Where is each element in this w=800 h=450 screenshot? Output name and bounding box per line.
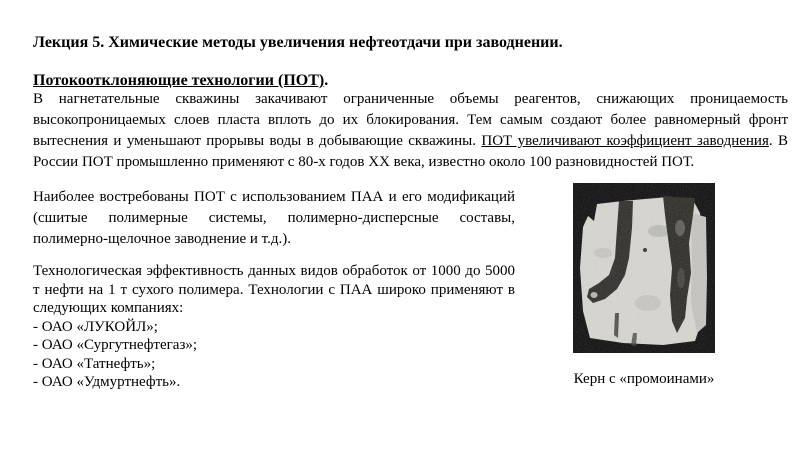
company-list-item: - ОАО «Татнефть»; bbox=[33, 355, 156, 372]
section-heading-period: . bbox=[324, 72, 329, 89]
intro-paragraph-text-1: В нагнетательные скважины закачивают ограниченные объемы реагентов, снижающих проницаемость высокопроницаемых слоев пласта вплоть до их блокирования. Тем самым создают более равномерный фронт вытеснения и уменьшают прорывы воды в добывающие скважины. bbox=[33, 91, 788, 149]
core-figure bbox=[573, 183, 715, 388]
left-column bbox=[33, 187, 515, 392]
figure-caption: Керн с «промоинами» bbox=[573, 371, 715, 387]
intro-paragraph-text-2: . В России ПОТ промышленно применяют с 80-х годов XX века, известно около 100 разновидностей ПОТ. bbox=[33, 133, 788, 170]
intro-paragraph bbox=[33, 89, 788, 173]
section-heading bbox=[33, 71, 328, 90]
company-list-item: - ОАО «ЛУКОЙЛ»; bbox=[33, 318, 158, 335]
efficiency-paragraph: Технологическая эффективность данных видов обработок от 1000 до 5000 т нефти на 1 т сухого полимера. Технологии с ПАА широко применяют в следующих компаниях: bbox=[33, 263, 515, 316]
company-list bbox=[33, 318, 515, 392]
company-list-item: - ОАО «Сургутнефтегаз»; bbox=[33, 337, 198, 353]
core-sample-photo bbox=[573, 183, 715, 353]
paa-usage-paragraph: Наиболее востребованы ПОТ с использованием ПАА и его модификаций (сшитые полимерные системы, полимерно-дисперсные составы, полимерно-щелочное заводнение и т.д.). bbox=[33, 189, 515, 247]
company-list-item: - ОАО «Удмуртнефть». bbox=[33, 374, 181, 390]
slide-title: Лекция 5. Химические методы увеличения нефтеотдачи при заводнении. bbox=[33, 34, 563, 51]
section-heading-underlined: Потокоотклоняющие технологии (ПОТ) bbox=[33, 72, 325, 89]
intro-paragraph-underlined: ПОТ увеличивают коэффициент заводнения bbox=[481, 133, 769, 149]
